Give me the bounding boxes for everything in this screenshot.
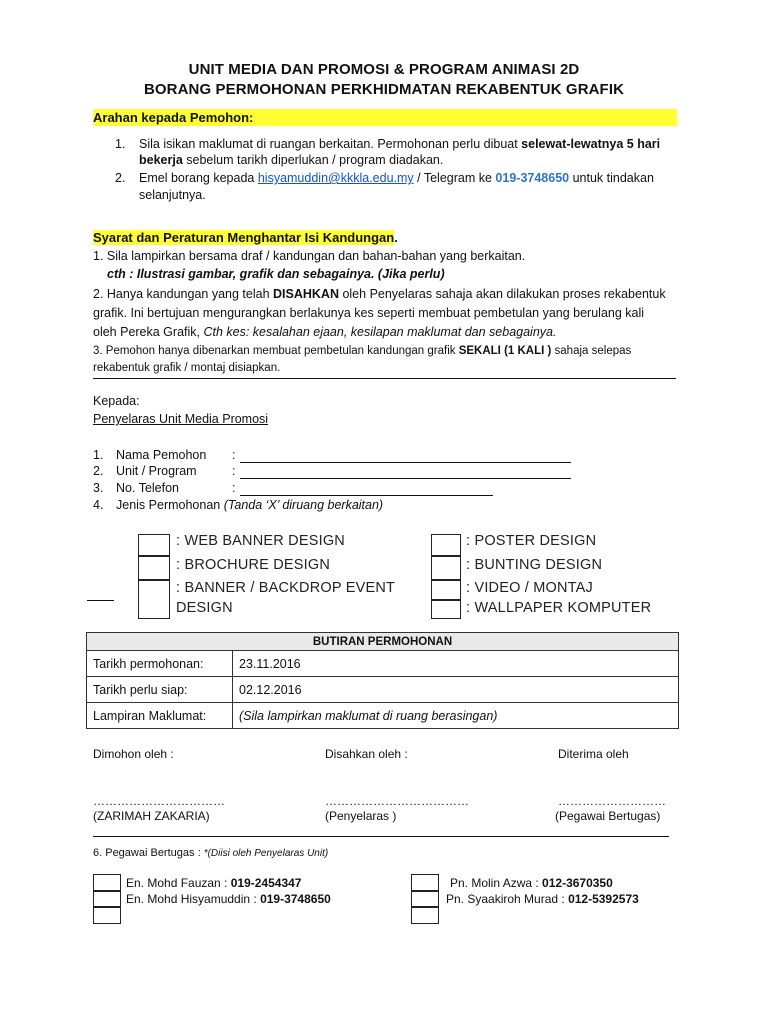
option-brochure: : BROCHURE DESIGN bbox=[176, 557, 331, 573]
fauzan-checkbox[interactable] bbox=[93, 874, 121, 891]
arahan-item1-text2: sebelum tarikh diperlukan / program diadakan. bbox=[182, 153, 444, 167]
lampiran-label: Lampiran Maklumat: bbox=[87, 703, 233, 729]
arahan-item2-line2: selanjutnya. bbox=[139, 188, 206, 202]
field-jenis-label: Jenis Permohonan bbox=[116, 498, 221, 512]
option-banner-backdrop-line2: DESIGN bbox=[176, 600, 233, 616]
field-jenis-note: (Tanda ‘X’ diruang berkaitan) bbox=[223, 498, 384, 512]
syarat-p2-line3 bbox=[93, 325, 556, 339]
molin-checkbox[interactable] bbox=[411, 874, 439, 891]
arahan-heading: Arahan kepada Pemohon: bbox=[93, 110, 254, 125]
pegawai-hisyamuddin bbox=[126, 892, 331, 906]
form-title-line2: BORANG PERMOHONAN PERKHIDMATAN REKABENTUK GRAFIK bbox=[143, 81, 625, 98]
table-row bbox=[87, 677, 679, 703]
option-banner-backdrop: : BANNER / BACKDROP EVENT bbox=[176, 580, 396, 596]
diterima-label: Diterima oleh bbox=[558, 747, 629, 761]
pegawai-hisyamuddin-phone: 019-3748650 bbox=[260, 892, 331, 906]
nama-pemohon-input[interactable] bbox=[240, 462, 571, 463]
pegawai-left-extra-checkbox[interactable] bbox=[93, 907, 121, 924]
pegawai-syaakiroh-phone: 012-5392573 bbox=[568, 892, 639, 906]
table-row bbox=[87, 703, 679, 729]
arahan-item2 bbox=[139, 171, 684, 185]
syarat-p1: 1. Sila lampirkan bersama draf / kandungan dan bahan-bahan yang berkaitan. bbox=[93, 249, 526, 263]
syarat-heading: Syarat dan Peraturan Menghantar Isi Kandungan bbox=[93, 230, 395, 245]
arahan-item2-text-c: untuk tindakan bbox=[569, 171, 654, 185]
option-bunting: : BUNTING DESIGN bbox=[466, 557, 603, 573]
arahan-item2-text-b: / Telegram ke bbox=[413, 171, 496, 185]
pegawai-heading-text: 6. Pegawai Bertugas : bbox=[93, 847, 204, 859]
field-telefon-label: No. Telefon bbox=[116, 481, 180, 495]
arahan-item2-number: 2. bbox=[115, 171, 126, 185]
no-telefon-input[interactable] bbox=[240, 495, 493, 496]
arahan-item1-deadline: selewat-lewatnya 5 hari bbox=[521, 137, 661, 151]
field-jenis-number: 4. bbox=[93, 498, 104, 512]
table-row bbox=[87, 651, 679, 677]
option-web-banner: : WEB BANNER DESIGN bbox=[176, 533, 345, 549]
pegawai-syaakiroh-name: Pn. Syaakiroh Murad : bbox=[446, 892, 569, 906]
syarat-p2-text-b: oleh Penyelaras sahaja akan dilakukan proses rekabentuk bbox=[338, 287, 666, 301]
field-unit-number: 2. bbox=[93, 464, 104, 478]
syarat-p2 bbox=[93, 287, 666, 301]
option-wallpaper: : WALLPAPER KOMPUTER bbox=[466, 600, 652, 616]
syarat-p3-sekali: SEKALI (1 KALI ) bbox=[458, 345, 552, 357]
section-divider bbox=[93, 378, 676, 379]
video-montaj-checkbox[interactable] bbox=[431, 580, 461, 600]
dimohon-signature-line[interactable]: …………………………… bbox=[93, 794, 225, 808]
option-video-montaj: : VIDEO / MONTAJ bbox=[466, 580, 593, 596]
pegawai-molin-phone: 012-3670350 bbox=[542, 876, 613, 890]
brochure-checkbox[interactable] bbox=[138, 556, 170, 580]
syarat-heading-wrap bbox=[93, 229, 398, 247]
telegram-phone: 019-3748650 bbox=[495, 171, 570, 185]
pegawai-hisyamuddin-name: En. Mohd Hisyamuddin : bbox=[126, 892, 261, 906]
tarikh-siap-label: Tarikh perlu siap: bbox=[87, 677, 233, 703]
syarat-p3-text: 3. Pemohon hanya dibenarkan membuat pembetulan kandungan grafik bbox=[93, 345, 459, 357]
disahkan-signature-line[interactable]: ……………………………… bbox=[325, 794, 469, 808]
pegawai-heading-note: *(Diisi oleh Penyelaras Unit) bbox=[203, 848, 329, 859]
banner-backdrop-checkbox[interactable] bbox=[138, 580, 170, 619]
syarat-p2-line3-text: oleh Pereka Grafik, bbox=[93, 325, 204, 339]
arahan-item1-text: Sila isikan maklumat di ruangan berkaitan. Permohonan perlu dibuat bbox=[139, 137, 522, 151]
arahan-heading-highlight bbox=[93, 109, 677, 126]
butiran-heading: BUTIRAN PERMOHONAN bbox=[87, 633, 679, 651]
tarikh-permohonan-value[interactable]: 23.11.2016 bbox=[233, 651, 679, 677]
dimohon-label: Dimohon oleh : bbox=[93, 747, 174, 761]
syarat-heading-dot: . bbox=[394, 230, 398, 245]
pegawai-fauzan-phone: 019-2454347 bbox=[230, 876, 302, 890]
syarat-p2-line2: grafik. Ini bertujuan mengurangkan berlakunya kes seperti membuat pembetulan yang berulang kali bbox=[93, 306, 645, 320]
bunting-checkbox[interactable] bbox=[431, 556, 461, 580]
field-nama-number: 1. bbox=[93, 448, 104, 462]
tarikh-permohonan-label: Tarikh permohonan: bbox=[87, 651, 233, 677]
syarat-p2-disahkan: DISAHKAN bbox=[273, 287, 339, 301]
pegawai-molin bbox=[450, 876, 613, 890]
field-unit-label: Unit / Program bbox=[116, 464, 197, 478]
dimohon-name: (ZARIMAH ZAKARIA) bbox=[93, 809, 210, 823]
form-title-line1: UNIT MEDIA DAN PROMOSI & PROGRAM ANIMASI 2D bbox=[188, 61, 580, 78]
disahkan-label: Disahkan oleh : bbox=[325, 747, 408, 761]
email-link[interactable]: hisyamuddin@kkkla.edu.my bbox=[257, 171, 414, 185]
diterima-signature-line[interactable]: ……………………… bbox=[558, 794, 666, 808]
syarat-p3-text-b: sahaja selepas bbox=[551, 345, 632, 357]
field-nama-sep: : bbox=[232, 448, 236, 462]
pegawai-fauzan bbox=[126, 876, 301, 890]
butiran-table bbox=[86, 632, 679, 729]
signature-divider bbox=[93, 836, 669, 837]
pegawai-molin-name: Pn. Molin Azwa : bbox=[450, 876, 543, 890]
pegawai-fauzan-name: En. Mohd Fauzan : bbox=[126, 876, 231, 890]
pegawai-syaakiroh bbox=[446, 892, 639, 906]
lampiran-value[interactable]: (Sila lampirkan maklumat di ruang berasingan) bbox=[233, 703, 679, 729]
arahan-item1-line2 bbox=[139, 153, 443, 167]
web-banner-checkbox[interactable] bbox=[138, 534, 170, 556]
field-unit-sep: : bbox=[232, 464, 236, 478]
other-option-line[interactable] bbox=[87, 600, 114, 601]
option-poster: : POSTER DESIGN bbox=[466, 533, 597, 549]
syarat-p3-line2: rekabentuk grafik / montaj disiapkan. bbox=[93, 362, 281, 374]
tarikh-siap-value[interactable]: 02.12.2016 bbox=[233, 677, 679, 703]
syarat-p2-text: 2. Hanya kandungan yang telah bbox=[93, 287, 273, 301]
pegawai-heading bbox=[93, 847, 328, 859]
field-nama-label: Nama Pemohon bbox=[116, 448, 207, 462]
arahan-item1-deadline2: bekerja bbox=[139, 153, 183, 167]
kepada-recipient: Penyelaras Unit Media Promosi bbox=[93, 412, 269, 426]
arahan-item1-number: 1. bbox=[115, 137, 126, 151]
field-jenis bbox=[116, 498, 383, 512]
syarat-p3 bbox=[93, 345, 631, 357]
pegawai-right-extra-checkbox[interactable] bbox=[411, 907, 439, 924]
diterima-name: (Pegawai Bertugas) bbox=[555, 809, 661, 823]
poster-checkbox[interactable] bbox=[431, 534, 461, 556]
disahkan-name: (Penyelaras ) bbox=[325, 809, 397, 823]
syaakiroh-checkbox[interactable] bbox=[411, 891, 439, 907]
kepada-label: Kepada: bbox=[93, 394, 140, 408]
field-telefon-sep: : bbox=[232, 481, 236, 495]
arahan-item1 bbox=[139, 137, 679, 151]
syarat-p1-example: cth : Ilustrasi gambar, grafik dan sebagainya. (Jika perlu) bbox=[107, 267, 445, 281]
wallpaper-checkbox[interactable] bbox=[431, 600, 461, 619]
unit-program-input[interactable] bbox=[240, 478, 571, 479]
syarat-p2-line3-italic: Cth kes: kesalahan ejaan, kesilapan maklumat dan sebagainya. bbox=[203, 325, 557, 339]
hisyamuddin-checkbox[interactable] bbox=[93, 891, 121, 907]
field-telefon-number: 3. bbox=[93, 481, 104, 495]
arahan-item2-text: Emel borang kepada bbox=[139, 171, 258, 185]
